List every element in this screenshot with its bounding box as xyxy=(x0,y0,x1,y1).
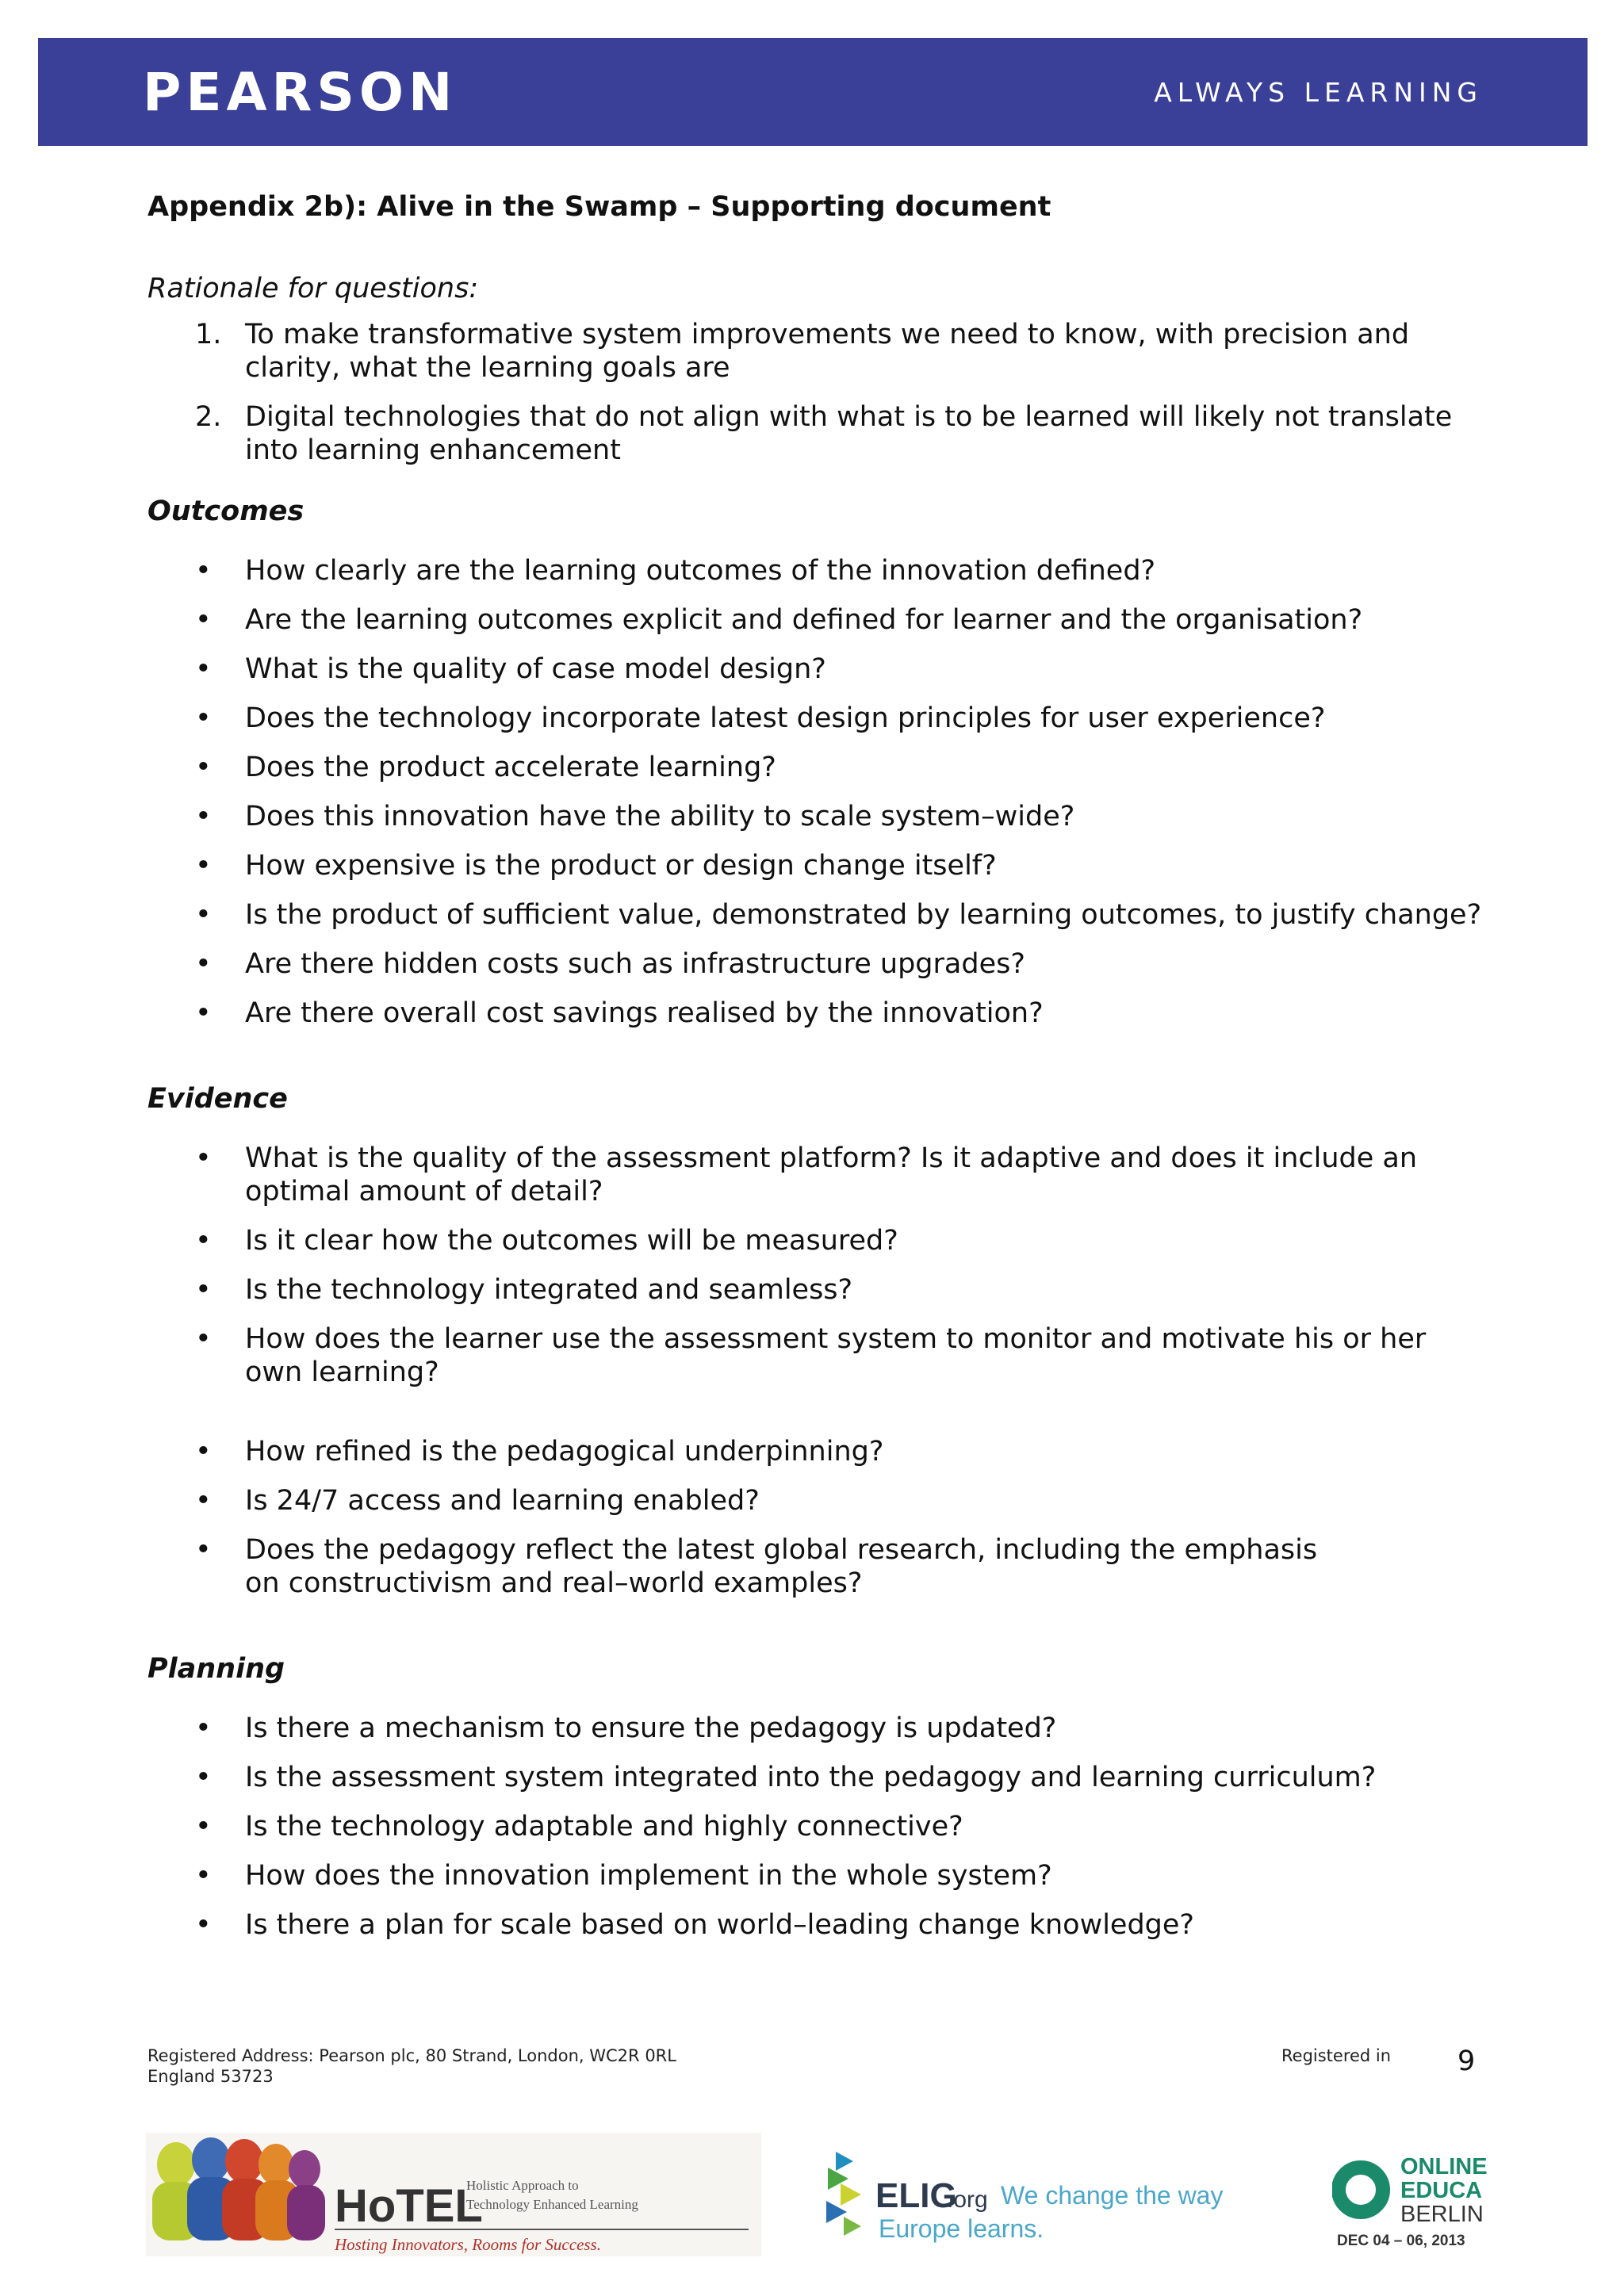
item-text-line: Is the assessment system integrated into the pedagogy and learning curriculum? xyxy=(245,1762,1377,1793)
list-item xyxy=(147,603,1496,637)
item-text-line: How clearly are the learning outcomes of the innovation defined? xyxy=(245,555,1156,587)
bullet-icon: • xyxy=(195,1534,212,1566)
item-number: 2. xyxy=(195,401,222,433)
section-outcomes xyxy=(147,495,1496,1030)
bullet-icon: • xyxy=(195,1811,212,1843)
bullet-icon: • xyxy=(195,801,212,832)
item-number: 1. xyxy=(195,319,222,350)
item-text-line: Is the product of sufficient value, demonstrated by learning outcomes, to justify change? xyxy=(245,899,1482,931)
list-item xyxy=(147,1224,1496,1257)
section-heading: Outcomes xyxy=(147,496,304,527)
bullet-icon: • xyxy=(195,1142,212,1174)
item-text-line: How expensive is the product or design change itself? xyxy=(245,850,997,882)
list-item xyxy=(147,1810,1496,1843)
item-text-line: Does this innovation have the ability to scale system–wide? xyxy=(245,801,1075,832)
item-text-line: Does the product accelerate learning? xyxy=(245,752,776,783)
hotel-subtitle: Technology Enhanced Learning xyxy=(466,2197,638,2212)
bullet-icon: • xyxy=(195,702,212,734)
item-text-line: Is the technology integrated and seamless? xyxy=(245,1274,853,1306)
oeb-line: EDUCA xyxy=(1400,2178,1483,2203)
rationale-label: Rationale for questions: xyxy=(147,273,479,304)
list-item xyxy=(147,997,1496,1030)
oeb-dates: DEC 04 – 06, 2013 xyxy=(1337,2233,1465,2249)
address-line: England 53723 xyxy=(147,2067,274,2086)
item-text-line: How refined is the pedagogical underpinning? xyxy=(245,1436,884,1468)
item-text-line: on constructivism and real–world examples? xyxy=(245,1567,863,1599)
item-text-line: Is 24/7 access and learning enabled? xyxy=(245,1485,760,1517)
page-title: Appendix 2b): Alive in the Swamp – Supporting document xyxy=(147,191,1051,223)
list-item xyxy=(147,1908,1496,1942)
list-item xyxy=(147,702,1496,735)
elig-logo xyxy=(822,2144,1250,2247)
item-text-line: into learning enhancement xyxy=(245,434,621,466)
list-item xyxy=(147,898,1496,932)
item-text-line: Is it clear how the outcomes will be measured? xyxy=(245,1225,898,1257)
address-line: Registered Address: Pearson plc, 80 Strand, London, WC2R 0RL xyxy=(147,2046,676,2065)
hotel-name: HoTEL xyxy=(335,2180,483,2232)
header-banner xyxy=(38,38,1588,146)
bullet-icon: • xyxy=(195,948,212,980)
elig-mark-icon xyxy=(826,2152,861,2236)
elig-slogan: Europe learns. xyxy=(879,2214,1044,2243)
list-item xyxy=(147,800,1496,833)
bullet-icon: • xyxy=(195,1909,212,1941)
list-item xyxy=(147,1273,1496,1307)
item-text-line: Is there a mechanism to ensure the pedagogy is updated? xyxy=(245,1712,1057,1744)
bullet-icon: • xyxy=(195,555,212,587)
rationale-item xyxy=(147,400,1496,467)
list-item xyxy=(147,1712,1496,1745)
tagline: ALWAYS LEARNING xyxy=(1154,77,1483,108)
bullet-icon: • xyxy=(195,653,212,685)
item-text-line: Is the technology adaptable and highly connective? xyxy=(245,1811,963,1843)
item-text-line: Does the technology incorporate latest design principles for user experience? xyxy=(245,702,1326,734)
registered-address xyxy=(147,2045,676,2087)
rationale-list xyxy=(147,318,1496,467)
list-item xyxy=(147,849,1496,882)
elig-suffix: .org xyxy=(947,2187,988,2213)
pearson-logo: PEARSON xyxy=(143,62,458,123)
list-item xyxy=(147,751,1496,784)
item-text-line: How does the learner use the assessment system to monitor and motivate his or her xyxy=(245,1323,1427,1355)
document-body xyxy=(147,190,1496,1957)
bullet-icon: • xyxy=(195,899,212,931)
list-item xyxy=(147,1859,1496,1892)
list-item xyxy=(147,1761,1496,1794)
list-item xyxy=(147,1533,1496,1600)
hotel-logo xyxy=(146,2133,761,2256)
item-text-line: Is there a plan for scale based on world–leading change knowledge? xyxy=(245,1909,1194,1941)
bullet-icon: • xyxy=(195,1762,212,1793)
elig-slogan: We change the way xyxy=(1001,2181,1224,2210)
registered-in: Registered in xyxy=(1281,2046,1392,2065)
list-item xyxy=(147,1484,1496,1517)
hotel-slogan: Hosting Innovators, Rooms for Success. xyxy=(335,2235,601,2254)
item-text-line: To make transformative system improvements we need to know, with precision and xyxy=(245,319,1410,350)
oeb-line: BERLIN xyxy=(1400,2202,1484,2227)
online-educa-berlin-logo xyxy=(1332,2150,1516,2252)
list-item xyxy=(147,652,1496,686)
section-heading: Evidence xyxy=(147,1083,288,1115)
item-text-line: What is the quality of the assessment platform? Is it adaptive and does it include an xyxy=(245,1142,1418,1174)
bullet-icon: • xyxy=(195,1860,212,1892)
bullet-icon: • xyxy=(195,1274,212,1306)
item-text-line: own learning? xyxy=(245,1357,439,1388)
bullet-icon: • xyxy=(195,1323,212,1355)
item-text-line: What is the quality of case model design? xyxy=(245,653,826,685)
bullet-icon: • xyxy=(195,997,212,1029)
people-silhouettes-icon xyxy=(152,2137,325,2241)
bullet-icon: • xyxy=(195,1225,212,1257)
item-text-line: How does the innovation implement in the whole system? xyxy=(245,1860,1052,1892)
item-text-line: Digital technologies that do not align with what is to be learned will likely not translate xyxy=(245,401,1453,433)
section-evidence xyxy=(147,1082,1496,1600)
item-text-line: Does the pedagogy reflect the latest global research, including the emphasis xyxy=(245,1534,1318,1566)
item-text-line: Are the learning outcomes explicit and defined for learner and the organisation? xyxy=(245,604,1363,636)
question-sections xyxy=(147,495,1496,1942)
item-text-line: Are there overall cost savings realised by the innovation? xyxy=(245,997,1044,1029)
item-text-line: Are there hidden costs such as infrastructure upgrades? xyxy=(245,948,1025,980)
oeb-ring-icon xyxy=(1339,2168,1383,2212)
rationale-item xyxy=(147,318,1496,385)
bullet-icon: • xyxy=(195,850,212,882)
list-item xyxy=(147,1142,1496,1208)
list-item xyxy=(147,554,1496,587)
bullet-icon: • xyxy=(195,1712,212,1744)
bullet-icon: • xyxy=(195,752,212,783)
bullet-icon: • xyxy=(195,1485,212,1517)
bullet-icon: • xyxy=(195,1436,212,1468)
section-planning xyxy=(147,1652,1496,1942)
list-item xyxy=(147,947,1496,981)
hotel-subtitle: Holistic Approach to xyxy=(466,2178,579,2193)
item-text-line: clarity, what the learning goals are xyxy=(245,352,730,384)
bullet-icon: • xyxy=(195,604,212,636)
item-text-line: optimal amount of detail? xyxy=(245,1176,603,1207)
list-item xyxy=(147,1322,1496,1389)
section-heading: Planning xyxy=(147,1653,285,1685)
list-item xyxy=(147,1435,1496,1468)
elig-name: ELIG xyxy=(875,2176,957,2215)
question-list xyxy=(147,1712,1496,1942)
question-list xyxy=(147,554,1496,1030)
page-number: 9 xyxy=(1457,2045,1476,2077)
question-list xyxy=(147,1142,1496,1600)
oeb-line: ONLINE xyxy=(1400,2154,1488,2179)
